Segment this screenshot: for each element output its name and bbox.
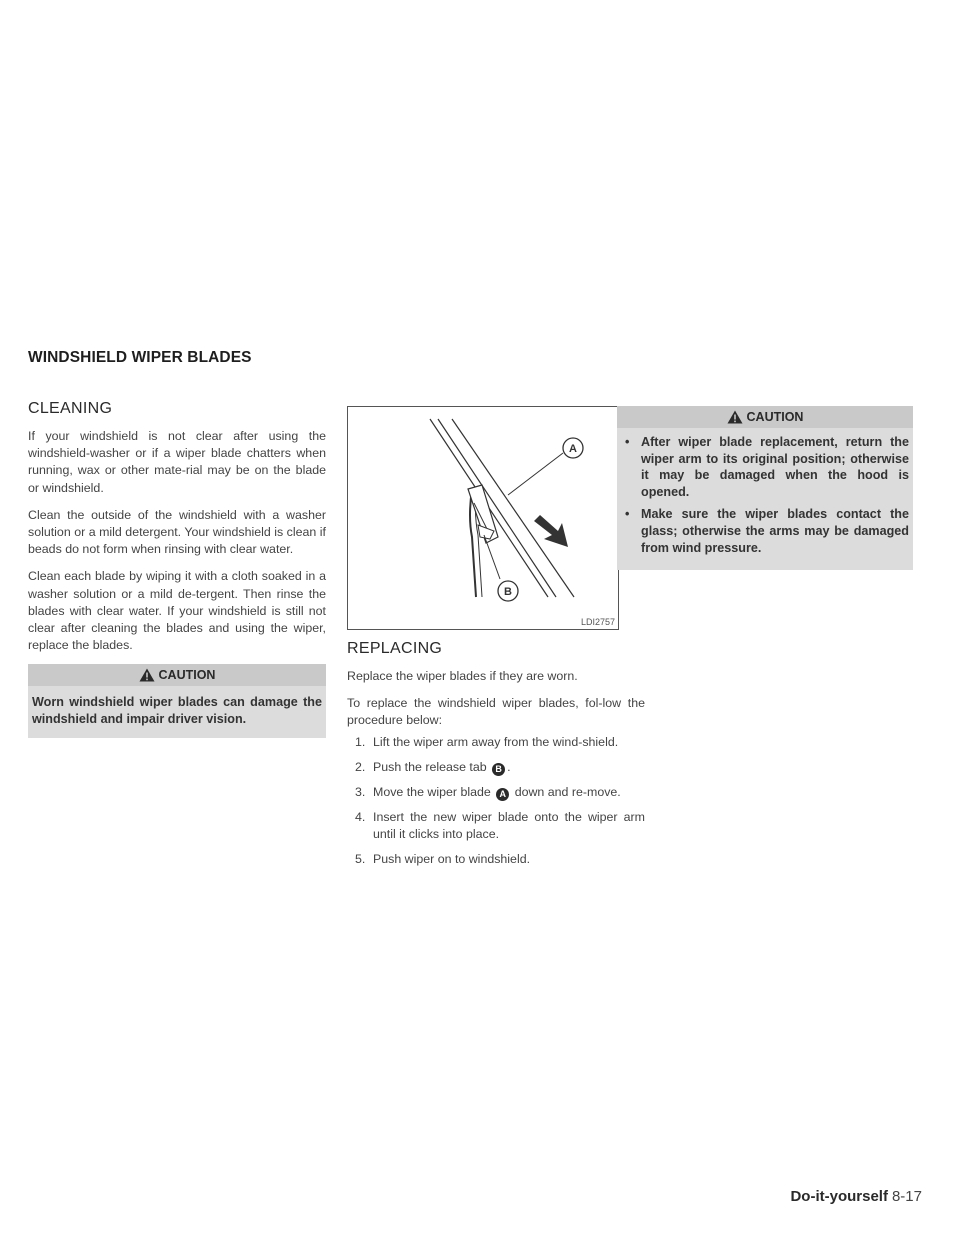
page-number: 8-17 xyxy=(891,1188,922,1205)
cleaning-heading: CLEANING xyxy=(28,400,113,417)
callout-a-inline: A xyxy=(496,788,509,801)
cleaning-paragraph-2: Clean the outside of the windshield with a washer solution or a mild detergent. Your windshield is clean if beads do not form when rinsing with clear water. xyxy=(28,507,326,557)
replacing-heading: REPLACING xyxy=(347,640,443,657)
caution-item: • After wiper blade replacement, return the wiper arm to its original position; otherwise it may be damaged when the hood is opened. xyxy=(625,435,909,499)
column-replacing xyxy=(347,406,645,876)
caution-header xyxy=(28,664,326,686)
step-item: 1. Lift the wiper arm away from the wind-shield. xyxy=(355,734,619,749)
cleaning-paragraph-3: Clean each blade by wiping it with a cloth soaked in a washer solution or a mild de-tergent. Then rinse the blades with clear water. If your windshield is still not clear after cleaning the blades and using the wiper, replace the blades. xyxy=(28,569,326,653)
column-cleaning xyxy=(28,400,326,738)
caution-list xyxy=(617,428,913,570)
wiper-diagram xyxy=(348,407,618,629)
figure-code: LDI2757 xyxy=(580,617,615,627)
section-title: WINDSHIELD WIPER BLADES xyxy=(28,349,252,366)
callout-b: B xyxy=(504,586,512,598)
column-caution xyxy=(617,406,913,570)
replacing-intro-2: To replace the windshield wiper blades, fol-low the procedure below: xyxy=(347,696,645,728)
page-footer xyxy=(790,1188,922,1205)
caution-header xyxy=(617,406,913,428)
caution-text: Worn windshield wiper blades can damage the windshield and impair driver vision. xyxy=(32,695,322,727)
caution-label: CAUTION xyxy=(158,668,216,683)
caution-label: CAUTION xyxy=(746,410,804,424)
caution-box-replacing xyxy=(617,406,913,570)
replacing-intro-1: Replace the wiper blades if they are worn. xyxy=(347,669,578,683)
step-item: 3. Move the wiper blade A down and re-move. xyxy=(355,784,621,799)
caution-item: • Make sure the wiper blades contact the glass; otherwise the arms may be damaged from wind pressure. xyxy=(625,507,909,555)
callout-a: A xyxy=(569,443,577,455)
chapter-name: Do-it-yourself xyxy=(790,1188,888,1205)
step-item: 2. Push the release tab B . xyxy=(355,759,511,774)
caution-box-cleaning xyxy=(28,664,326,737)
callout-b-inline: B xyxy=(492,763,505,776)
cleaning-paragraph-1: If your windshield is not clear after using the windshield-washer or if a wiper blade chatters when running, wax or other mate-rial may be on the blade or windshield. xyxy=(28,429,326,495)
warning-triangle-icon xyxy=(139,668,155,682)
warning-triangle-icon xyxy=(727,410,743,424)
step-item: 4. Insert the new wiper blade onto the wiper arm until it clicks into place. xyxy=(355,809,645,841)
replacing-steps xyxy=(347,734,645,868)
wiper-illustration xyxy=(347,406,619,630)
step-item: 5. Push wiper on to windshield. xyxy=(355,851,531,866)
